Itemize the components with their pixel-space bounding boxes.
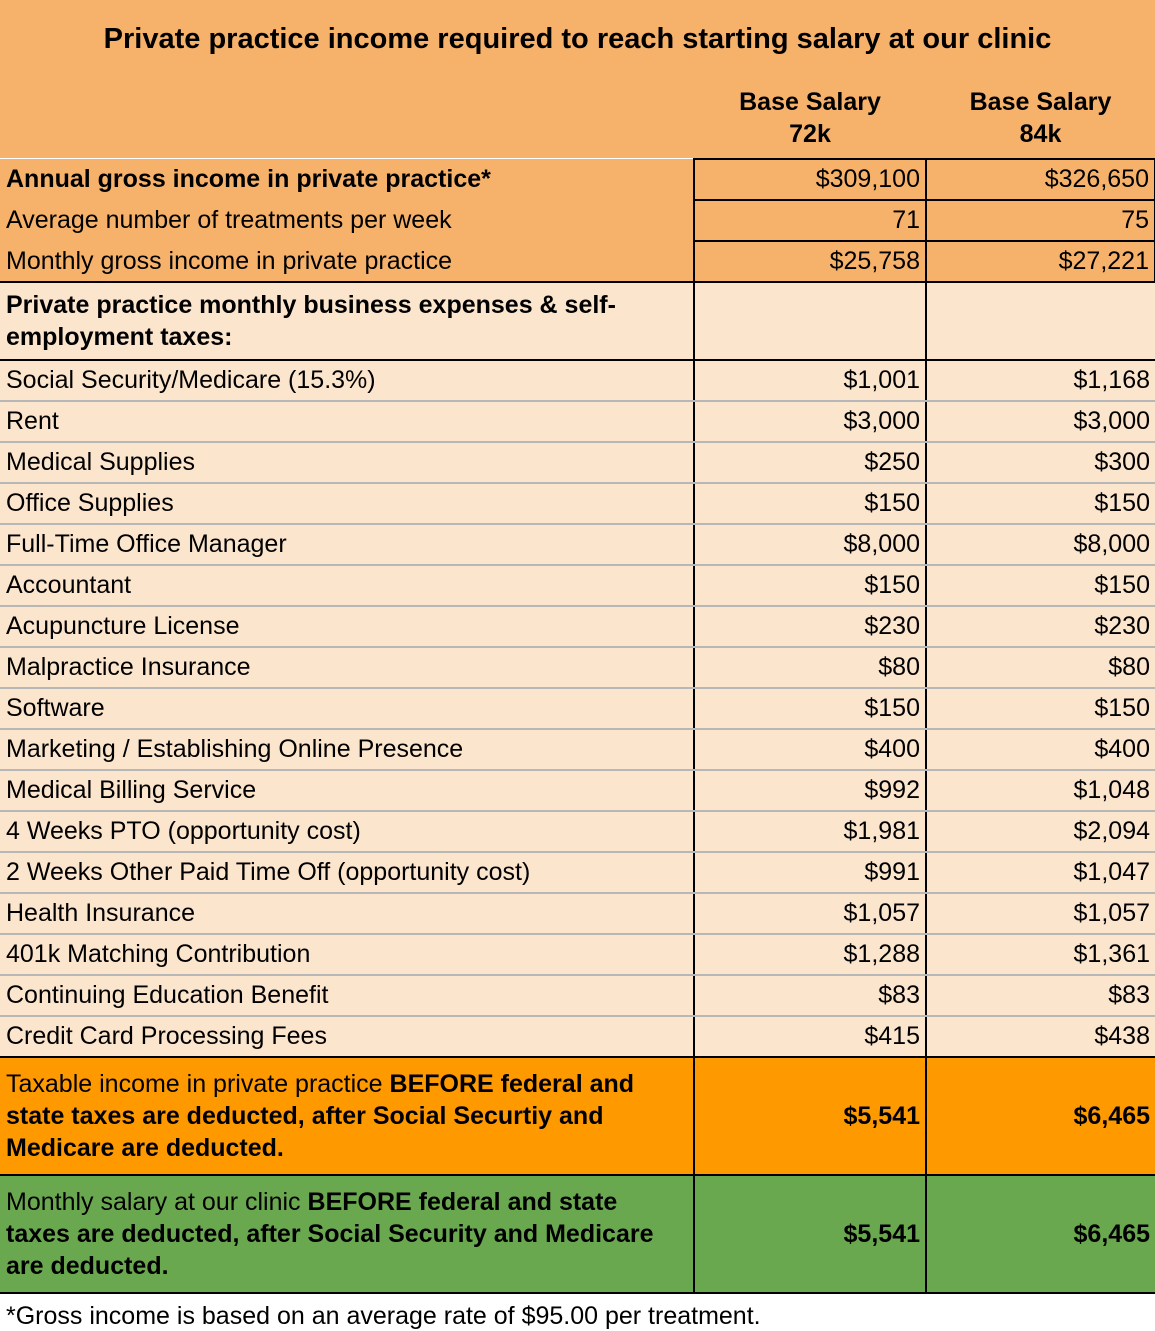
- table-row: [0, 729, 1155, 770]
- page-title: [0, 0, 1155, 78]
- row-value-72k: $150: [694, 483, 926, 524]
- row-label: Office Supplies: [0, 483, 694, 524]
- row-label: 4 Weeks PTO (opportunity cost): [0, 811, 694, 852]
- table-row: [0, 893, 1155, 934]
- column-header-72k: [694, 78, 926, 158]
- row-value-72k: $992: [694, 770, 926, 811]
- table-row: [0, 200, 1155, 241]
- row-value-72k: $3,000: [694, 401, 926, 442]
- taxable-value-84k: $6,465: [926, 1057, 1155, 1175]
- row-value-72k: $230: [694, 606, 926, 647]
- row-value-84k: $83: [926, 975, 1155, 1016]
- row-value-72k: $309,100: [694, 159, 926, 200]
- row-value-84k: $150: [926, 688, 1155, 729]
- row-value-72k: $8,000: [694, 524, 926, 565]
- taxable-value-72k: $5,541: [694, 1057, 926, 1175]
- section-header-row: [0, 282, 1155, 360]
- row-value-72k: $1,001: [694, 360, 926, 401]
- row-label: Medical Supplies: [0, 442, 694, 483]
- row-value-72k: $415: [694, 1016, 926, 1057]
- row-value-84k: $230: [926, 606, 1155, 647]
- row-value-84k: $3,000: [926, 401, 1155, 442]
- table-row: [0, 647, 1155, 688]
- empty-cell: [926, 282, 1155, 360]
- taxable-label-bold: BEFORE federal and state taxes are deducted, after Social Securtiy and Medicare are deducted.: [6, 1070, 635, 1162]
- clinic-label-bold: BEFORE federal and state taxes are deducted, after Social Security and Medicare are deducted.: [6, 1188, 654, 1280]
- clinic-salary-row: [0, 1175, 1155, 1293]
- table-row: [0, 770, 1155, 811]
- income-table: [0, 158, 1155, 1294]
- row-value-84k: $438: [926, 1016, 1155, 1057]
- table-row: [0, 241, 1155, 282]
- row-label: Continuing Education Benefit: [0, 975, 694, 1016]
- row-value-84k: $2,094: [926, 811, 1155, 852]
- table-row: [0, 811, 1155, 852]
- column-headers: [0, 78, 1155, 158]
- taxable-label: [0, 1057, 694, 1175]
- table-row: [0, 934, 1155, 975]
- expenses-body: [0, 360, 1155, 1057]
- row-value-72k: $150: [694, 565, 926, 606]
- table-row: [0, 852, 1155, 893]
- row-value-84k: $326,650: [926, 159, 1155, 200]
- clinic-value-72k: $5,541: [694, 1175, 926, 1293]
- column-header-84k: [926, 78, 1155, 158]
- row-label: Health Insurance: [0, 893, 694, 934]
- table-row: [0, 159, 1155, 200]
- row-label: Software: [0, 688, 694, 729]
- row-value-72k: $400: [694, 729, 926, 770]
- row-value-72k: $1,981: [694, 811, 926, 852]
- row-value-72k: $150: [694, 688, 926, 729]
- title-text: Private practice income required to reach starting salary at our clinic: [103, 22, 1052, 55]
- row-value-72k: 71: [694, 200, 926, 241]
- row-value-72k: $1,288: [694, 934, 926, 975]
- row-label: Marketing / Establishing Online Presence: [0, 729, 694, 770]
- row-label: 2 Weeks Other Paid Time Off (opportunity cost): [0, 852, 694, 893]
- row-value-72k: $991: [694, 852, 926, 893]
- clinic-value-84k: $6,465: [926, 1175, 1155, 1293]
- table-row: [0, 1016, 1155, 1057]
- header-spacer: [0, 78, 694, 158]
- row-value-84k: $1,361: [926, 934, 1155, 975]
- footnote: *Gross income is based on an average rate of $95.00 per treatment.: [6, 1302, 761, 1330]
- row-label: Average number of treatments per week: [0, 200, 694, 241]
- row-value-84k: $1,048: [926, 770, 1155, 811]
- table-row: [0, 606, 1155, 647]
- row-label: Accountant: [0, 565, 694, 606]
- col2-line2: 84k: [1019, 120, 1062, 148]
- row-value-72k: $250: [694, 442, 926, 483]
- row-label: Full-Time Office Manager: [0, 524, 694, 565]
- table-row: [0, 565, 1155, 606]
- row-value-84k: $8,000: [926, 524, 1155, 565]
- row-label: Rent: [0, 401, 694, 442]
- row-label: Monthly gross income in private practice: [0, 241, 694, 282]
- row-label: Credit Card Processing Fees: [0, 1016, 694, 1057]
- row-label: Acupuncture License: [0, 606, 694, 647]
- row-label: Social Security/Medicare (15.3%): [0, 360, 694, 401]
- table-row: [0, 688, 1155, 729]
- row-value-84k: $27,221: [926, 241, 1155, 282]
- col1-line2: 72k: [789, 120, 831, 148]
- row-value-84k: $1,057: [926, 893, 1155, 934]
- empty-cell: [694, 282, 926, 360]
- row-value-84k: $80: [926, 647, 1155, 688]
- row-value-72k: $25,758: [694, 241, 926, 282]
- table-row: [0, 401, 1155, 442]
- row-value-72k: $80: [694, 647, 926, 688]
- row-label: Malpractice Insurance: [0, 647, 694, 688]
- row-label: Annual gross income in private practice*: [0, 159, 694, 200]
- row-value-84k: $1,047: [926, 852, 1155, 893]
- table-row: [0, 975, 1155, 1016]
- row-value-84k: $300: [926, 442, 1155, 483]
- row-value-84k: $150: [926, 483, 1155, 524]
- row-label: Medical Billing Service: [0, 770, 694, 811]
- section-header: Private practice monthly business expenses & self-employment taxes:: [0, 282, 694, 360]
- table-row: [0, 442, 1155, 483]
- row-value-72k: $83: [694, 975, 926, 1016]
- row-value-72k: $1,057: [694, 893, 926, 934]
- col2-line1: Base Salary: [969, 88, 1112, 116]
- table-row: [0, 524, 1155, 565]
- taxable-label-plain: Taxable income in private practice: [6, 1070, 390, 1098]
- row-label: 401k Matching Contribution: [0, 934, 694, 975]
- taxable-income-row: [0, 1057, 1155, 1175]
- row-value-84k: $1,168: [926, 360, 1155, 401]
- row-value-84k: $400: [926, 729, 1155, 770]
- clinic-label-plain: Monthly salary at our clinic: [6, 1188, 308, 1216]
- table-row: [0, 360, 1155, 401]
- row-value-84k: 75: [926, 200, 1155, 241]
- clinic-label: [0, 1175, 694, 1293]
- table-row: [0, 483, 1155, 524]
- row-value-84k: $150: [926, 565, 1155, 606]
- col1-line1: Base Salary: [739, 88, 881, 116]
